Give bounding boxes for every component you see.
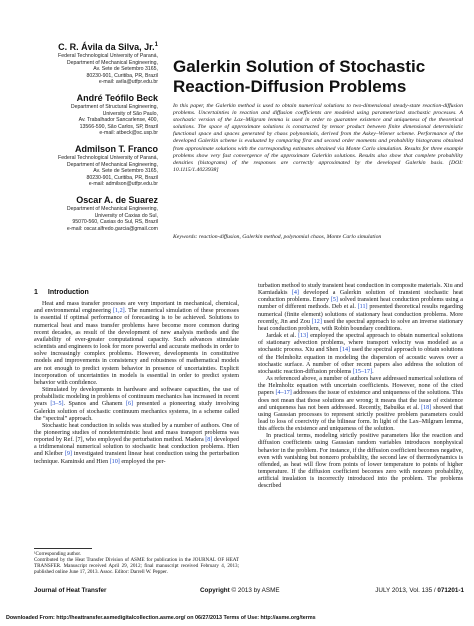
footer-copyright: Copyright © 2013 by ASME	[200, 587, 280, 594]
section-heading	[34, 289, 239, 296]
author-3	[18, 144, 158, 188]
section-title: Introduction	[47, 289, 89, 296]
author-block	[18, 40, 158, 239]
footnote-line: ¹Corresponding author.	[34, 551, 82, 557]
citation-link[interactable]: [8]	[205, 437, 213, 444]
paper-title	[173, 57, 463, 97]
citation-link[interactable]: [11]	[357, 304, 368, 311]
author-1	[18, 40, 158, 86]
footnote-rule	[34, 548, 92, 549]
keywords: Keywords: reaction-diffusion, Galerkin method, polynomial chaos, Monte Carlo simulation	[173, 234, 382, 240]
download-notice[interactable]: Downloaded From: http://heattransfer.asmedigitalcollection.asme.org/ on 06/27/2013 Terms of Use: http://asme.org/terms	[6, 615, 316, 621]
corresponding-mark: 1	[154, 42, 158, 48]
citation-link[interactable]: [12]	[311, 318, 322, 325]
footnote-line: Contributed by the Heat Transfer Division of ASME for publication in the JOURNAL OF HEAT TRANSFER. Manuscript received April 29, 2012; final manuscript received February 4, 2013; published online June 17, 2013. Assoc. Editor: Darrell W. Pepper.	[34, 557, 239, 576]
paragraph: As referenced above, a number of authors have addressed numerical solutions of the Helmholtz equation with uncertain coefficients. However, none of the cited papers [4–17] addresses the issue of existence and uniqueness of the solutions. This does not mean that those solutions are wrong; it means that the issue of existence and uniqueness has not been addressed. Recently, Babuška et al. [18] showed that using Gaussian processes to represent strictly positive problem parameters could lead to loss of coercivity of the bilinear form. In light of the Lax–Milgram lemma, this affects the existence and uniqueness of the solution.	[258, 376, 463, 433]
citation-link[interactable]: [18]	[421, 404, 432, 411]
paragraph: In practical terms, modeling strictly positive parameters like the reaction and diffusion coefficients using Gaussian random variables introduces nonphysical behavior in the problem. For instance, if the diffusion coefficient becomes negative, even with vanishing but nonzero probability, the second law of thermodynamics is offended, as heat will flow from points of lower temperature to points of higher temperature. If the diffusion coefficient becomes zero with nonzero probability, artificial insulation is incorrectly introduced into the problem. The problems described	[258, 433, 463, 490]
author-4	[18, 195, 158, 232]
paragraph: Stimulated by developments in hardware and software capacities, the use of probabilistic modeling in problems of continuum mechanics has increased in recent years [3–5]. Spanos and Ghanem [6] presented a pioneering study involving Galerkin solution of stochastic continuum mechanics systems, in a scheme called the “spectral” approach.	[34, 387, 240, 422]
affiliation-line: Department of Mechanical Engineering,	[66, 205, 158, 212]
citation-link[interactable]: [4]	[291, 290, 299, 297]
author-email[interactable]: e-mail: admilson@utfpr.edu.br	[88, 181, 158, 188]
title-line: Galerkin Solution of Stochastic	[173, 57, 426, 76]
citation-link[interactable]: [1,2]	[112, 308, 125, 315]
affiliation-line: Av. Sete de Setembro 3165,	[93, 66, 158, 73]
affiliation-line: University of Caxias do Sul,	[94, 212, 158, 219]
affiliation-line: Department of Structural Engineering,	[70, 103, 158, 110]
citation-link[interactable]: [9]	[64, 451, 72, 458]
body-column-left	[34, 289, 239, 466]
author-name: Admilson T. Franco	[74, 143, 158, 154]
affiliation-line: University of São Paulo,	[102, 110, 158, 117]
citation-link[interactable]: [6]	[125, 401, 134, 408]
author-email[interactable]: e-mail: avila@utfpr.edu.br	[98, 79, 158, 86]
citation-link[interactable]: [15–17]	[352, 368, 373, 375]
section-number: 1	[34, 289, 38, 296]
affiliation-line: Av. Trabalhador Sancarlense, 400,	[78, 117, 158, 124]
paragraph: turbation method to study transient heat conduction in composite materials. Xiu and Karniadakis [4] developed a Galerkin solution of transient stochastic heat conduction problems. Emery [5] solved transient heat conduction problems using a number of different methods. Deb et al. [11] presented theoretical results regarding numerical (finite element) solutions of stationary heat conduction problems. More recently, Jin and Zou [12] used the spectral approach to solve an inverse stationary heat conduction problem, with Robin boundary conditions.	[258, 283, 464, 332]
affiliation-line: Av. Sete de Setembro 3165,	[93, 168, 158, 175]
paragraph: Heat and mass transfer processes are very important in mechanical, chemical, and environmental engineering [1,2]. The numerical simulation of these processes is essential if optimal performance of forecasting is to be achieved. Solutions to numerical heat and mass transfer problems have become more common during recent decades, as result of the development of new analysis methods and the availability of ever-greater computational capacity. Such advances stimulate scientists and engineers to look for more powerful and accurate methods in order to solve increasingly complex problems. However, developments in constitutive models and improvements in consistency and robustness of mathematical models are not enough to predict system behavior in presence of uncertainties. Explicit incorporation of uncertainties in models is essential in order to predict system behavior with confidence.	[34, 301, 239, 386]
footer-journal: Journal of Heat Transfer	[34, 587, 107, 594]
citation-link[interactable]: [3–5]	[50, 401, 64, 408]
author-name: C. R. Ávila da Silva, Jr.	[58, 42, 155, 52]
affiliation-line: 80230-901, Curitiba, PR, Brazil	[86, 174, 158, 181]
affiliation-line: Department of Mechanical Engineering,	[66, 161, 158, 168]
title-line: Reaction-Diffusion Problems	[173, 77, 407, 96]
affiliation-line: Department of Mechanical Engineering,	[66, 59, 158, 66]
author-email[interactable]: e-mail: atbeck@sc.usp.br	[99, 130, 158, 137]
affiliation-line: Federal Technological University of Paraná,	[58, 154, 158, 161]
paragraph: Stochastic heat conduction in solids was studied by a number of authors. One of the pioneering studies of nondeterministic heat and mass transport problems was reported by Ref. [7], who employed the perturbation method. Madera [8] developed a tridimensional numerical solution to stochastic heat conduction problems. Hien and Kleiber [9] investigated transient linear heat conduction using the perturbation technique. Kaminski and Hien [10] employed the per-	[34, 422, 239, 465]
affiliation-line: 95070-560, Caxias do Sul, RS, Brazil	[72, 219, 158, 226]
article-number: 071201-1	[437, 587, 464, 594]
citation-link[interactable]: [10]	[109, 458, 120, 465]
body-column-right	[258, 283, 463, 491]
paragraph: Jardak et al. [13] employed the spectral approach to obtain numerical solutions of stationary advection problems, where transport velocity was modeled as a stochastic process. Xiu and Shen [14] used the spectral approach to obtain solutions of the Helmholtz equation in modeling the dispersion of acoustic waves over a stochastic surface. A number of other recent papers also address the solution of stochastic reaction-diffusion problems [15–17].	[258, 333, 463, 375]
footnote	[34, 551, 239, 575]
affiliation-line: 80230-901, Curitiba, PR, Brazil	[86, 72, 158, 79]
running-footer	[34, 587, 464, 597]
abstract: In this paper, the Galerkin method is used to obtain numerical solutions to two-dimensional steady-state reaction-diffusion problems. Uncertainties in reaction and diffusion coefficients are modeled using parameterized stochastic processes. A stochastic version of the Lax–Milgram lemma is used in order to guarantee existence and uniqueness of the theoretical solutions. The space of approximate solutions is constructed by tensor product between finite dimensional deterministic functional space and spaces generated by chaos polynomials, derived from the Askey–Wiener scheme. Performance of the developed Galerkin scheme is evaluated by comparing first and second order moments and probability histograms obtained from approximate solutions with the corresponding estimates obtained via Monte Carlo simulation. Results for three example problems show very fast convergence of the approximate Galerkin solutions. Results also show that complete probability densities (histograms) of the responses are correctly approximated by the developed Galerkin basis. [DOI: 10.1115/1.4023938]	[173, 103, 463, 173]
download-bar	[0, 614, 474, 626]
author-email[interactable]: e-mail: oscar.alfredo.garcia@gmail.com	[66, 225, 158, 232]
citation-link[interactable]: [5]	[330, 297, 338, 304]
author-name: André Teófilo Beck	[76, 92, 158, 103]
affiliation-line: 13566-590, São Carlos, SP, Brazil	[79, 123, 158, 130]
citation-link[interactable]: [14]	[339, 347, 351, 354]
footer-issue: JULY 2013, Vol. 135 / 071201-1	[375, 587, 464, 594]
author-2	[18, 93, 158, 137]
citation-link[interactable]: [13]	[298, 333, 309, 340]
citation-link[interactable]: [4–17]	[275, 390, 292, 397]
affiliation-line: Federal Technological University of Paraná,	[58, 53, 158, 59]
author-name: Oscar A. de Suarez	[76, 194, 158, 205]
